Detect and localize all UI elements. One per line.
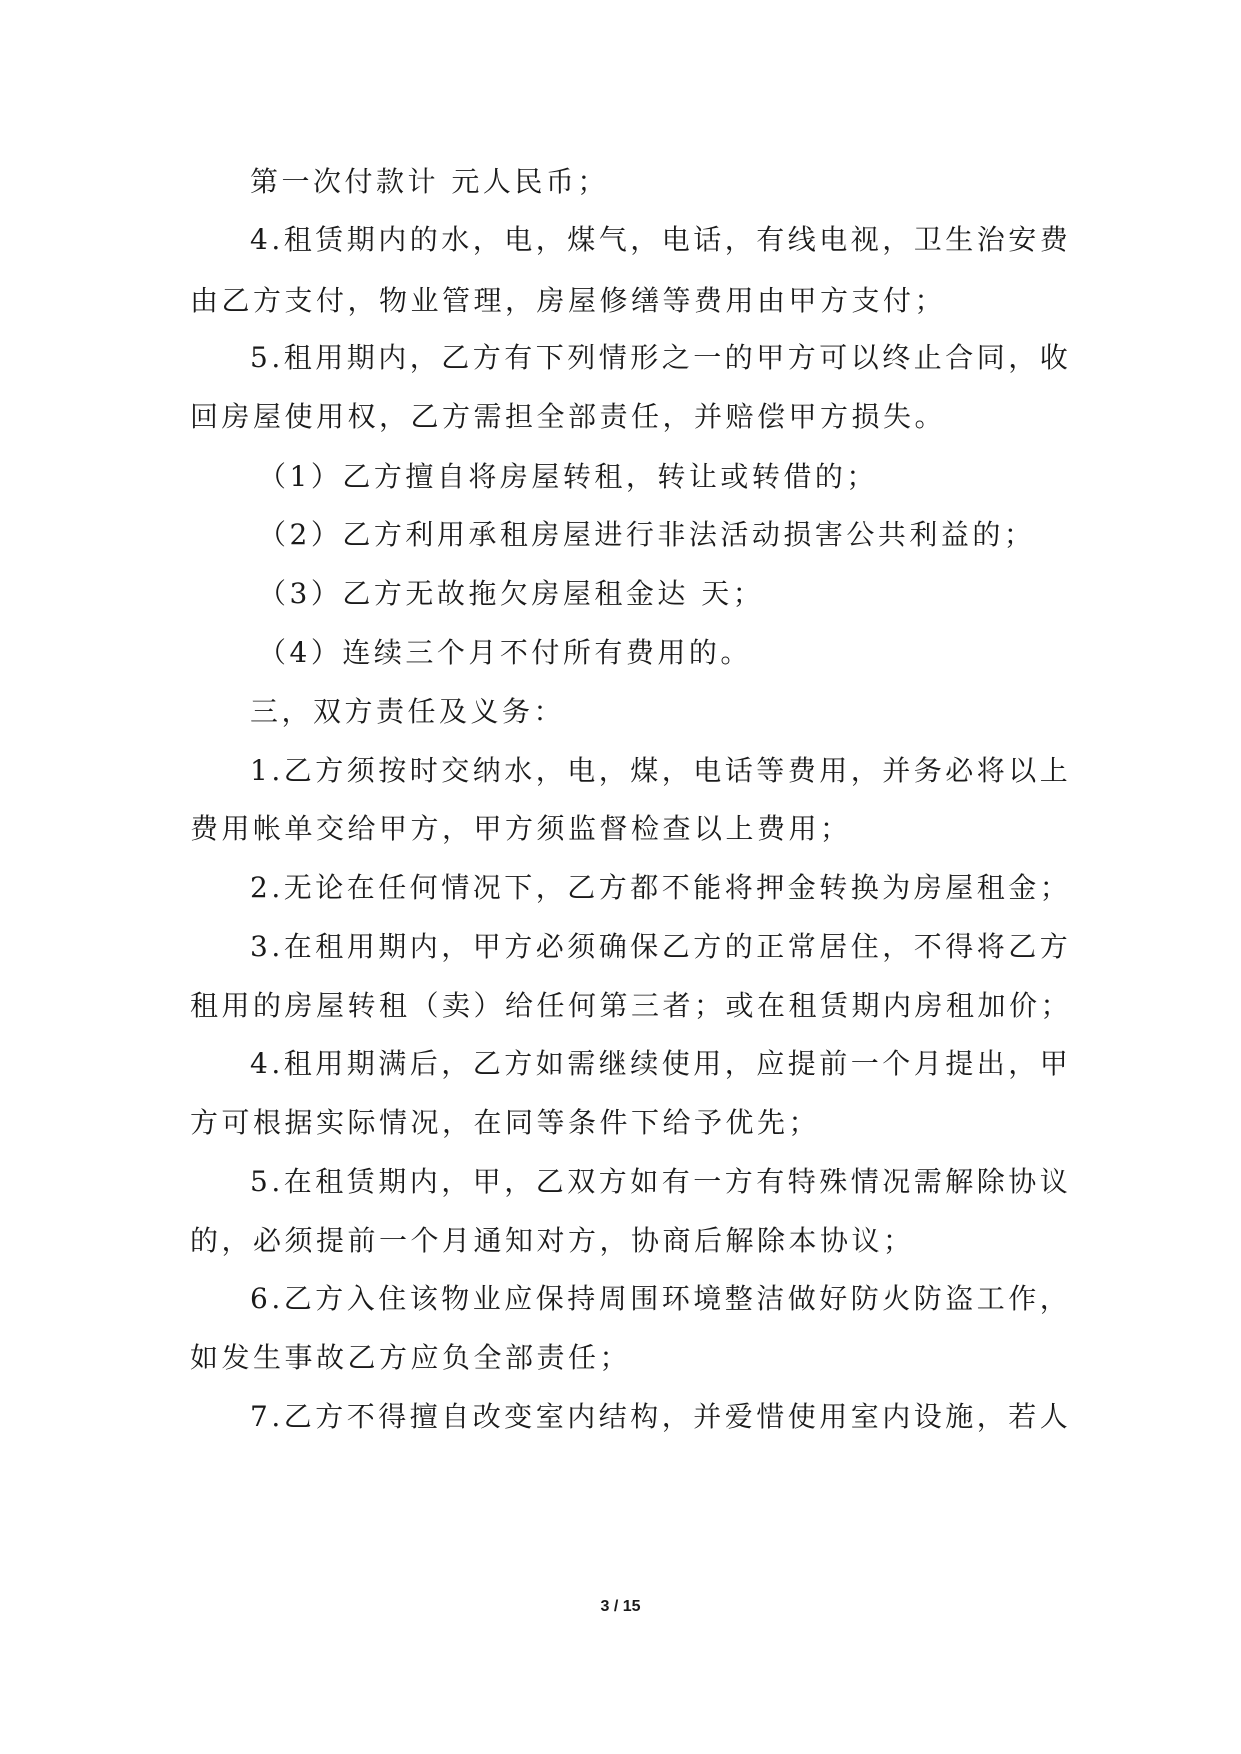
- text-line: 由乙方支付，物业管理，房屋修缮等费用由甲方支付；: [190, 284, 947, 317]
- text-line: 费用帐单交给甲方，甲方须监督检查以上费用；: [190, 812, 852, 845]
- text-line: 第一次付款计 元人民币；: [250, 165, 609, 198]
- text-line: 如发生事故乙方应负全部责任；: [190, 1341, 632, 1374]
- text-line: 的，必须提前一个月通知对方，协商后解除本协议；: [190, 1224, 915, 1257]
- text-line: 3.在租用期内，甲方必须确保乙方的正常居住，不得将乙方: [250, 930, 1072, 963]
- text-line: 三，双方责任及义务：: [250, 695, 566, 728]
- text-line: 7.乙方不得擅自改变室内结构，并爱惜使用室内设施，若人: [250, 1400, 1072, 1433]
- text-line: 方可根据实际情况，在同等条件下给予优先；: [190, 1106, 821, 1139]
- text-line: 6.乙方入住该物业应保持周围环境整洁做好防火防盗工作，: [250, 1282, 1072, 1315]
- text-line: 4.租用期满后，乙方如需继续使用，应提前一个月提出，甲: [250, 1047, 1072, 1080]
- text-line: （2）乙方利用承租房屋进行非法活动损害公共利益的；: [258, 518, 1036, 551]
- text-line: 4.租赁期内的水，电，煤气，电话，有线电视，卫生治安费: [250, 223, 1072, 256]
- text-line: 5.租用期内，乙方有下列情形之一的甲方可以终止合同，收: [250, 341, 1072, 374]
- text-line: 租用的房屋转租（卖）给任何第三者；或在租赁期内房租加价；: [190, 989, 1073, 1022]
- text-line: 2.无论在任何情况下，乙方都不能将押金转换为房屋租金；: [250, 871, 1072, 904]
- text-line: （3）乙方无故拖欠房屋租金达 天；: [258, 577, 765, 610]
- text-line: （4）连续三个月不付所有费用的。: [258, 636, 752, 669]
- text-line: 1.乙方须按时交纳水，电，煤，电话等费用，并务必将以上: [250, 754, 1072, 787]
- text-line: 回房屋使用权，乙方需担全部责任，并赔偿甲方损失。: [190, 400, 947, 433]
- text-line: （1）乙方擅自将房屋转租，转让或转借的；: [258, 460, 878, 493]
- page-number: 3 / 15: [600, 1598, 641, 1615]
- text-line: 5.在租赁期内，甲，乙双方如有一方有特殊情况需解除协议: [250, 1165, 1072, 1198]
